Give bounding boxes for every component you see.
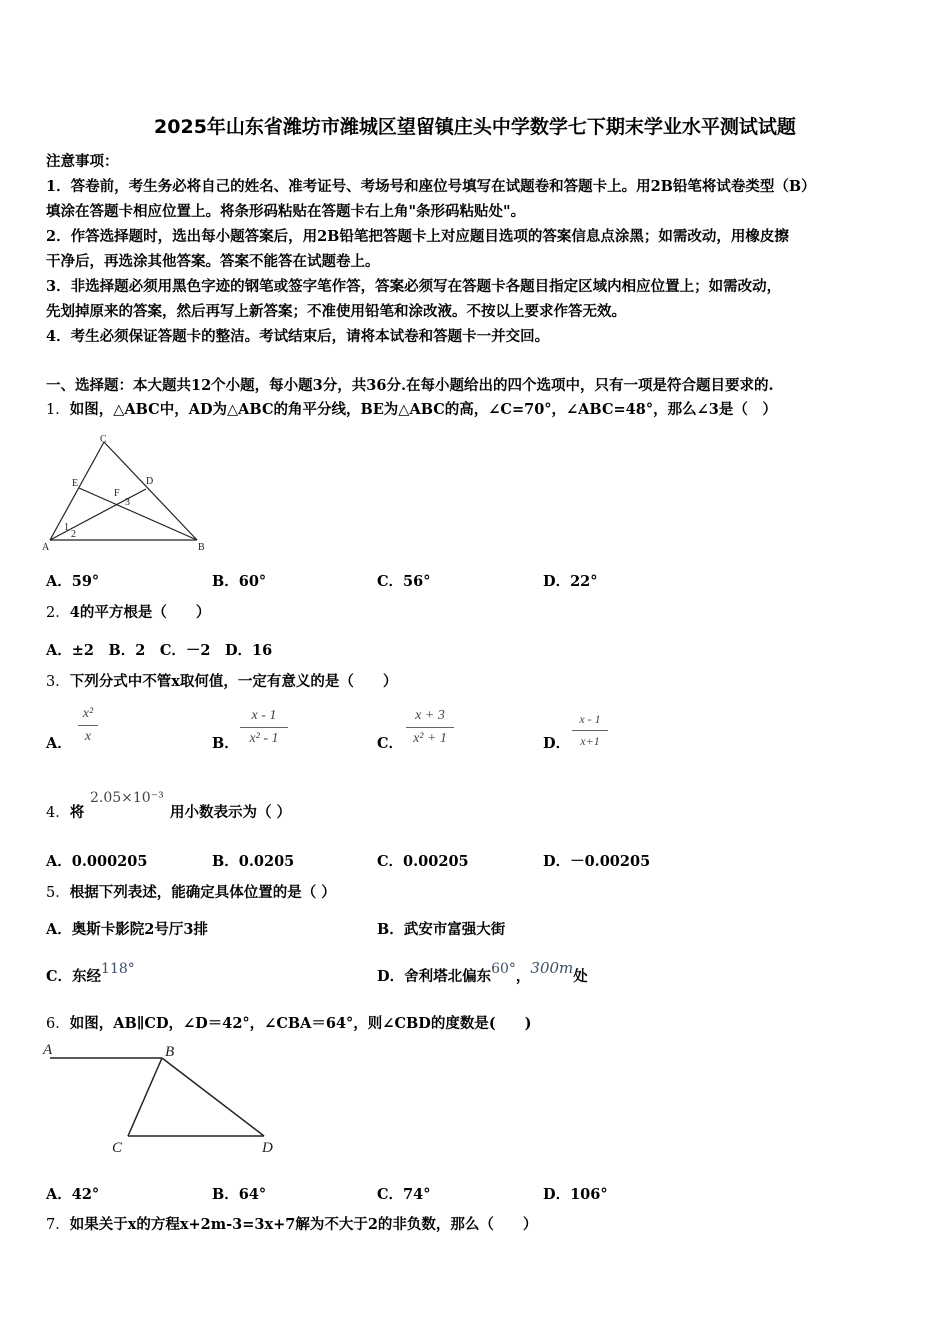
- q3-fraction-a: [78, 706, 98, 745]
- label-a: A: [42, 542, 50, 552]
- q3-option-c-label[interactable]: C．: [377, 735, 404, 752]
- label-f: F: [114, 488, 120, 499]
- q4-expression: 2.05×10⁻³: [90, 790, 164, 806]
- question-number: 2．: [46, 605, 70, 621]
- option-c-text: C．东经: [46, 968, 102, 985]
- question-text-post: 用小数表示为（ ）: [170, 804, 292, 821]
- q3-fraction-c: [406, 708, 454, 747]
- q5-option-c[interactable]: [46, 961, 135, 986]
- numerator: x - 1: [579, 712, 601, 726]
- question-text: 如果关于x的方程x+2m-3=3x+7解为不大于2的非负数，那么（ ）: [69, 1216, 538, 1233]
- option-d-text: D．舍利塔北偏东: [377, 968, 492, 985]
- q5-option-a[interactable]: A．奥斯卡影院2号厅3排: [46, 921, 208, 938]
- question-number: 6．: [46, 1016, 70, 1032]
- triangle-abc-figure: [42, 434, 212, 552]
- question-text: 4的平方根是（ ）: [69, 604, 211, 621]
- numerator: x + 3: [415, 708, 445, 723]
- notice-line-5: 3．非选择题必须用黑色字迹的钢笔或签字笔作答，答案必须写在答题卡各题目指定区域内相应位置上；如需改动，: [46, 278, 782, 295]
- notice-line-7: 4．考生必须保证答题卡的整洁。考试结束后，请将本试卷和答题卡一并交回。: [46, 328, 550, 345]
- denominator: x² - 1: [249, 731, 279, 746]
- question-4: [46, 801, 84, 825]
- option-d-suffix: 处: [573, 968, 588, 985]
- page-title: 2025年山东省潍坊市潍城区望留镇庄头中学数学七下期末学业水平测试试题: [154, 116, 796, 138]
- q4-option-d[interactable]: D．－0.00205: [543, 853, 651, 870]
- numerator: x²: [82, 706, 94, 721]
- question-number: 4．: [46, 805, 70, 821]
- q6-option-b[interactable]: B．64°: [212, 1186, 267, 1203]
- q1-option-d[interactable]: D．22°: [543, 573, 598, 590]
- q3-fraction-d: [572, 712, 608, 749]
- line-bd: [162, 1058, 264, 1136]
- label-b: B: [198, 542, 205, 552]
- label-d: D: [146, 476, 154, 487]
- label-c: C: [100, 434, 107, 445]
- bearing-angle: 60°: [491, 961, 516, 977]
- q6-option-d[interactable]: D．106°: [543, 1186, 608, 1203]
- q5-option-b[interactable]: B．武安市富强大街: [377, 921, 506, 938]
- question-text: 下列分式中不管x取何值，一定有意义的是（ ）: [69, 673, 398, 690]
- question-2: [46, 601, 210, 625]
- denominator: x² + 1: [413, 731, 447, 746]
- q6-option-c[interactable]: C．74°: [377, 1186, 431, 1203]
- q3-option-b-label[interactable]: B．: [212, 735, 239, 752]
- angle-1-label: 1: [64, 522, 69, 533]
- label-a: A: [43, 1042, 53, 1058]
- question-text-pre: 将: [69, 804, 85, 821]
- question-6: [46, 1012, 532, 1036]
- question-number: 3．: [46, 674, 70, 690]
- notice-line-1: 1．答卷前，考生务必将自己的姓名、准考证号、考场号和座位号填写在试题卷和答题卡上。用2B铅笔将试卷类型（B）: [46, 178, 816, 195]
- question-text: 根据下列表述，能确定具体位置的是（ ）: [69, 884, 336, 901]
- question-number: 7．: [46, 1217, 70, 1233]
- denominator: x+1: [580, 734, 600, 748]
- q1-option-c[interactable]: C．56°: [377, 573, 431, 590]
- q4-option-a[interactable]: A．0.000205: [46, 853, 148, 870]
- angle-3-label: 3: [125, 497, 130, 508]
- q3-option-a-label[interactable]: A．: [46, 735, 72, 752]
- notice-line-4: 干净后，再选涂其他答案。答案不能答在试题卷上。: [46, 253, 380, 270]
- question-5: [46, 881, 336, 905]
- q3-option-d-label[interactable]: D．: [543, 735, 571, 752]
- altitude-be: [79, 488, 197, 540]
- question-number: 5．: [46, 885, 70, 901]
- label-d: D: [262, 1140, 273, 1156]
- label-b: B: [165, 1044, 175, 1060]
- angle-2-label: 2: [71, 529, 76, 540]
- line-bc: [128, 1058, 162, 1136]
- notice-line-3: 2．作答选择题时，选出每小题答案后，用2B铅笔把答题卡上对应题目选项的答案信息点涂黑；如需改动，用橡皮擦: [46, 228, 789, 245]
- longitude-value: 118°: [101, 961, 135, 977]
- q5-option-d[interactable]: [377, 959, 588, 986]
- q1-option-b[interactable]: B．60°: [212, 573, 267, 590]
- parallel-lines-figure: [40, 1040, 290, 1158]
- question-7: [46, 1213, 537, 1237]
- numerator: x - 1: [251, 708, 277, 723]
- question-1: [46, 398, 777, 422]
- question-number: 1．: [46, 402, 70, 418]
- notice-line-6: 先划掉原来的答案，然后再写上新答案；不准使用铅笔和涂改液。不按以上要求作答无效。: [46, 303, 626, 320]
- label-c: C: [112, 1140, 123, 1156]
- notice-line-2: 填涂在答题卡相应位置上。将条形码粘贴在答题卡右上角"条形码粘贴处"。: [46, 203, 526, 220]
- q6-option-a[interactable]: A．42°: [46, 1186, 100, 1203]
- question-3: [46, 670, 397, 694]
- q4-option-c[interactable]: C．0.00205: [377, 853, 469, 870]
- label-e: E: [72, 478, 79, 489]
- distance-value: 300m: [530, 959, 574, 977]
- q3-fraction-b: [240, 708, 288, 747]
- q4-option-b[interactable]: B．0.0205: [212, 853, 295, 870]
- denominator: x: [84, 729, 92, 744]
- question-text: 如图，△ABC中，AD为△ABC的角平分线，BE为△ABC的高，∠C=70°，∠ABC=48°，那么∠3是（ ）: [69, 401, 777, 418]
- notice-heading: 注意事项：: [46, 153, 119, 170]
- q1-option-a[interactable]: A．59°: [46, 573, 100, 590]
- separator: ，: [515, 968, 531, 985]
- question-text: 如图，AB∥CD，∠D＝42°，∠CBA＝64°，则∠CBD的度数是( ): [69, 1015, 532, 1032]
- q2-options[interactable]: A．±2 B．2 C．－2 D．16: [46, 642, 273, 659]
- section-heading: 一、选择题：本大题共12个小题，每小题3分，共36分.在每小题给出的四个选项中，只有一项是符合题目要求的.: [46, 377, 774, 394]
